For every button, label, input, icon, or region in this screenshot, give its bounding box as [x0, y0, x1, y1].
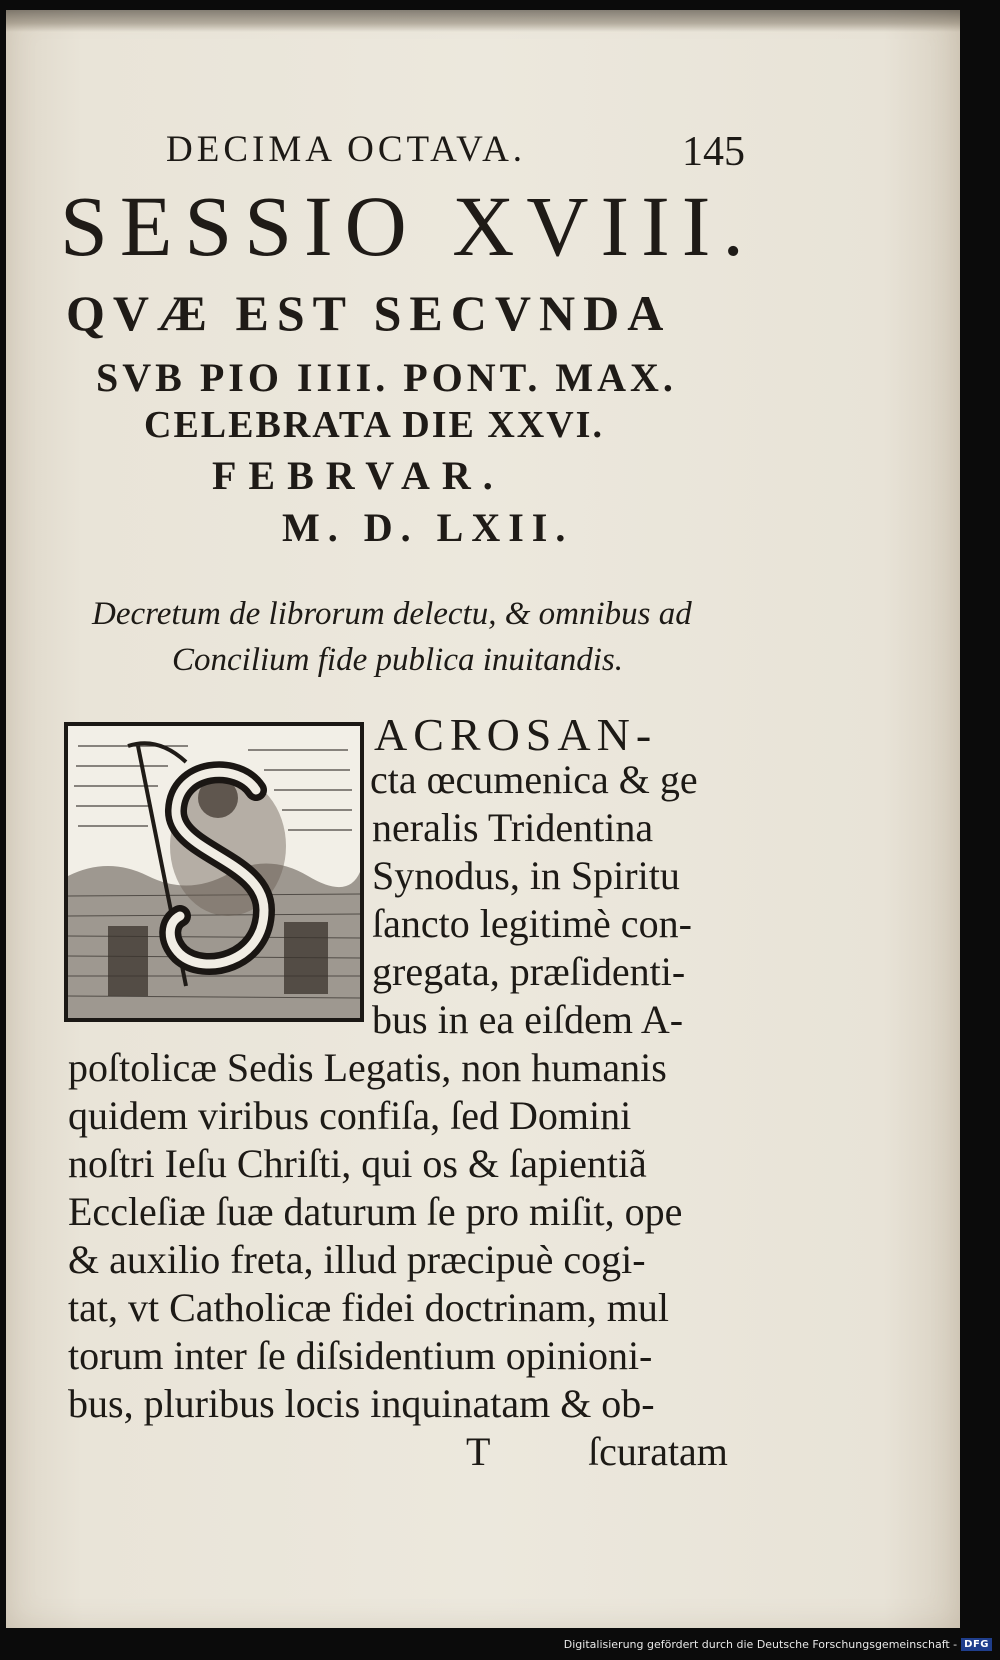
page-number: 145	[682, 129, 745, 175]
signature-mark: T	[466, 1429, 491, 1474]
title-year: M. D. LXII.	[282, 505, 574, 550]
title-session: SESSIO XVIII.	[60, 178, 756, 274]
book-page	[6, 10, 960, 1628]
body-first-line: ACROSAN-	[374, 709, 658, 760]
credit-text: Digitalisierung gefördert durch die Deutsche Forschungsgemeinschaft -	[563, 1638, 958, 1651]
body-line: poſtolicæ Sedis Legatis, non humanis	[68, 1045, 667, 1090]
title-line-2: QVÆ EST SECVNDA	[66, 285, 672, 341]
title-line-3: SVB PIO IIII. PONT. MAX.	[96, 355, 677, 400]
dfg-logo-icon: DFG	[961, 1638, 992, 1651]
decree-heading-line-2: Concilium fide publica inuitandis.	[172, 642, 623, 678]
catchword: ſcuratam	[588, 1429, 728, 1474]
body-line: Synodus, in Spiritu	[372, 853, 680, 898]
title-line-4: CELEBRATA DIE XXVI.	[144, 404, 604, 446]
body-line: ſancto legitimè con-	[372, 901, 692, 946]
body-line: bus, pluribus locis inquinatam & ob-	[68, 1381, 655, 1426]
body-line: bus in ea eiſdem A-	[372, 997, 684, 1042]
body-line: cta œcumenica & ge	[370, 757, 698, 802]
body-line: noſtri Ieſu Chriſti, qui os & ſapientiã	[68, 1141, 647, 1186]
running-head: DECIMA OCTAVA.	[166, 129, 527, 170]
body-line: gregata, præſidenti-	[372, 949, 686, 994]
woodcut-initial-s-icon	[64, 722, 364, 1022]
body-line: & auxilio freta, illud præcipuè cogi-	[68, 1237, 646, 1282]
decree-heading-line-1: Decretum de librorum delectu, & omnibus ad	[92, 596, 692, 632]
digitization-credit	[564, 1638, 992, 1651]
body-line: tat, vt Catholicæ fidei doctrinam, mul	[68, 1285, 669, 1330]
title-line-5: FEBRVAR.	[212, 453, 505, 498]
body-line: torum inter ſe diſsidentium opinioni-	[68, 1333, 653, 1378]
body-line: quidem viribus confiſa, ſed Domini	[68, 1093, 632, 1138]
body-line: neralis Tridentina	[372, 805, 654, 850]
woodcut-initial-graphic	[68, 726, 360, 1018]
body-line: Eccleſiæ ſuæ daturum ſe pro miſit, ope	[68, 1189, 683, 1234]
